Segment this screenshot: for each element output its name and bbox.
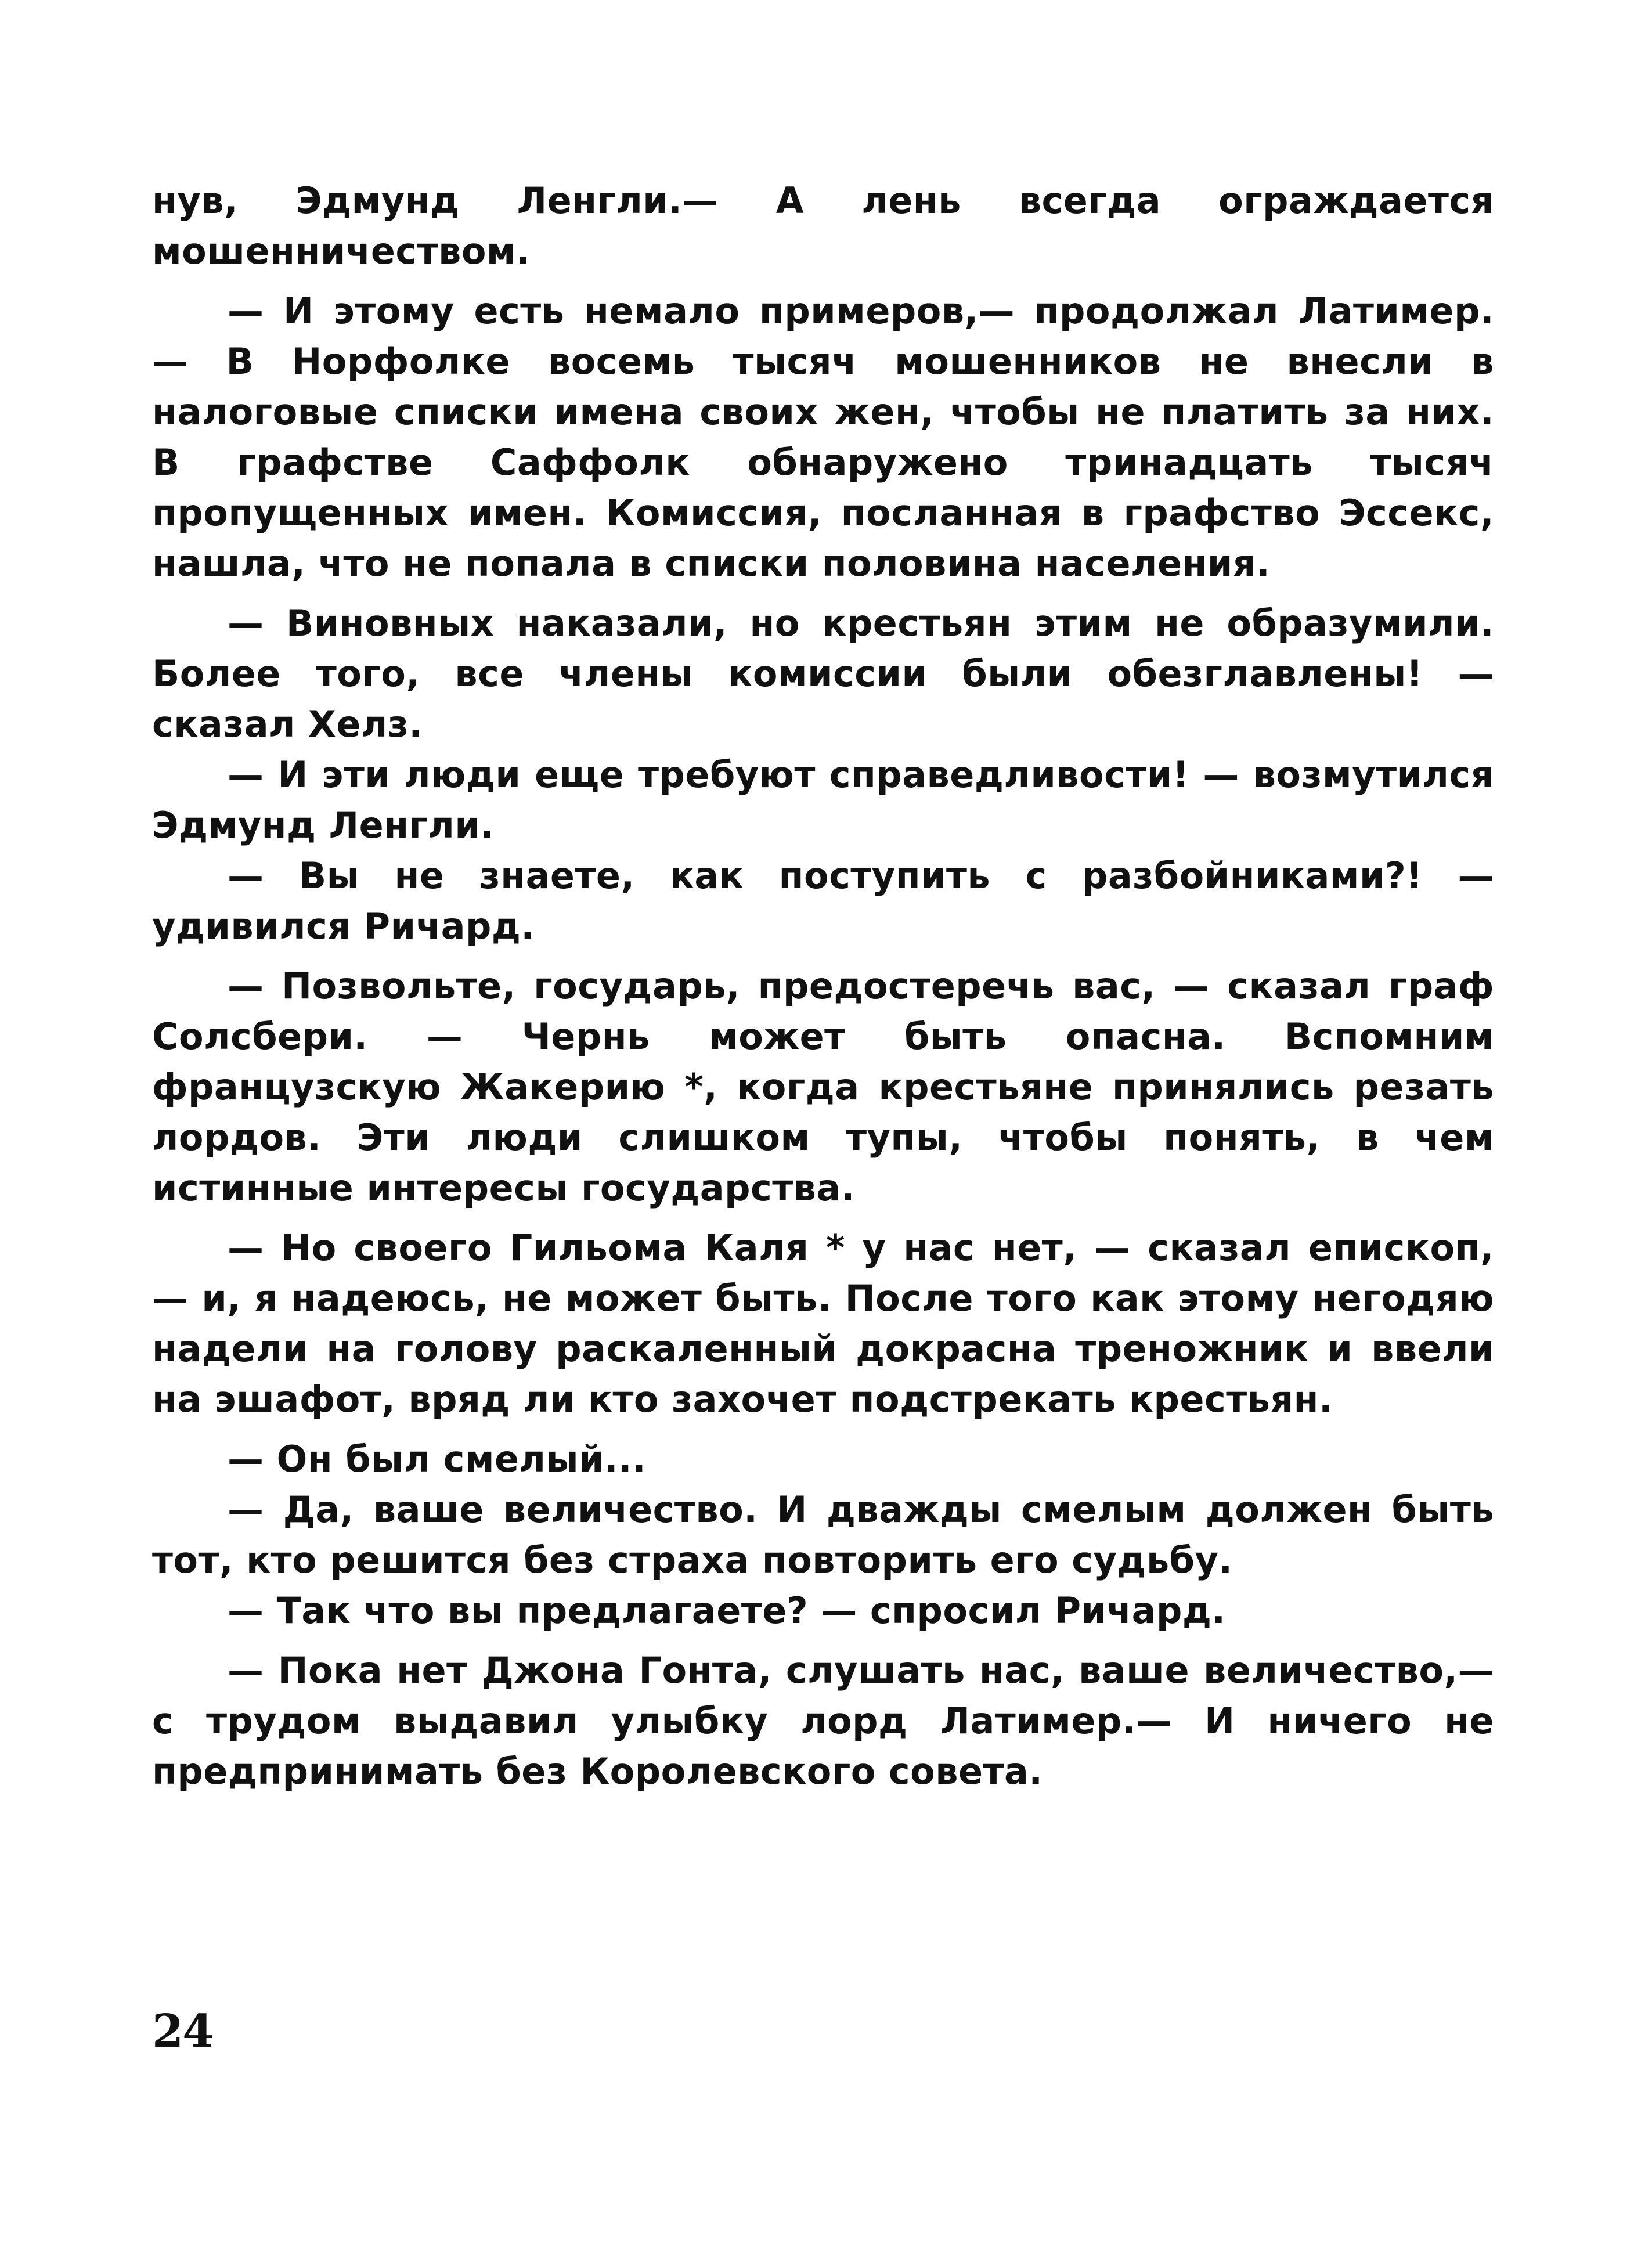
- paragraph-2: — И этому есть немало примеров,— продолжал Латимер. — В Норфолке восемь тысяч мошенников не внесли в налоговые списки имена своих жен, чтобы не платить за них. В графстве Саффолк обнаружено тринадцать тысяч пропущенных имен. Комиссия, посланная в графство Эссекс, нашла, что не попала в списки половина населения.: [152, 290, 1494, 585]
- paragraph-5: — Вы не знаете, как поступить с разбойниками?! — удивился Ричард.: [152, 854, 1494, 947]
- paragraph-6: — Позвольте, государь, предостеречь вас, — сказал граф Солсбери. — Чернь может быть опасна. Вспомним французскую Жакерию *, когда крестьяне принялись резать лордов. Эти люди слишком тупы, чтобы понять, в чем истинные интересы государства.: [152, 965, 1494, 1209]
- paragraph-11: — Пока нет Джона Гонта, слушать нас, ваше величество,— с трудом выдавил улыбку лорд Латимер.— И ничего не предпринимать без Королевского совета.: [152, 1649, 1494, 1793]
- paragraph-9: — Да, ваше величество. И дважды смелым должен быть тот, кто решится без страха повторить его судьбу.: [152, 1488, 1494, 1581]
- paragraph-1: нув, Эдмунд Ленгли.— А лень всегда ограждается мошенничеством.: [152, 179, 1494, 272]
- page-body: [152, 175, 1494, 1797]
- paragraph-8: — Он был смелый...: [228, 1438, 647, 1480]
- paragraph-4: — И эти люди еще требуют справедливости! — возмутился Эдмунд Ленгли.: [152, 753, 1494, 846]
- paragraph-10: — Так что вы предлагаете? — спросил Ричард.: [228, 1589, 1226, 1632]
- paragraph-3: — Виновных наказали, но крестьян этим не образумили. Более того, все члены комиссии были обезглавлены! — сказал Хелз.: [152, 602, 1494, 745]
- page-number: 24: [152, 2005, 213, 2058]
- paragraph-7: — Но своего Гильома Каля * у нас нет, — сказал епископ, — и, я надеюсь, не может быть. После того как этому негодяю надели на голову раскаленный докрасна треножник и ввели на эшафот, вряд ли кто захочет подстрекать крестьян.: [152, 1227, 1494, 1420]
